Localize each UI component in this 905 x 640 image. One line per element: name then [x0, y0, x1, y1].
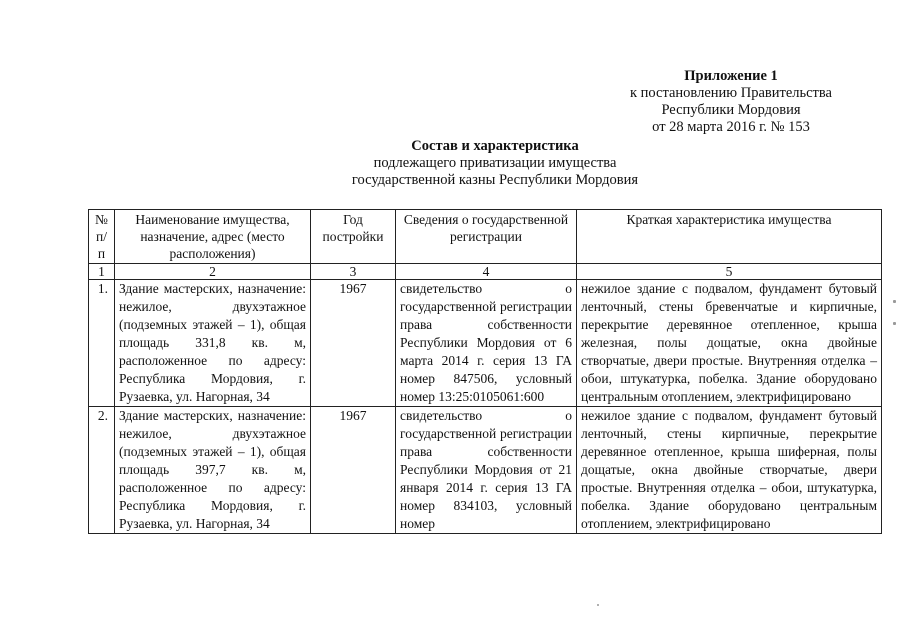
appendix-line-2: Республики Мордовия [661, 102, 801, 118]
header-number: № п/п [89, 210, 115, 264]
construction-year: 1967 [311, 280, 396, 407]
header-registration: Сведения о государственной регистрации [396, 210, 577, 264]
property-table [88, 209, 882, 534]
appendix-block [600, 68, 862, 136]
registration-info: свидетельство о государственной регистрации права собственности Республики Мордовия от 21 января 2014 г. серия 13 ГА номер 834103, условный номер [396, 407, 577, 534]
construction-year: 1967 [311, 407, 396, 534]
header-description: Краткая характеристика имущества [577, 210, 882, 264]
scan-artifact [893, 300, 896, 303]
table-row [89, 407, 882, 534]
column-number-row [89, 264, 882, 280]
header-name: Наименование имущества, назначение, адрес (место расположения) [115, 210, 311, 264]
column-number: 3 [311, 264, 396, 280]
property-description: нежилое здание с подвалом, фундамент бутовый ленточный, стены бревенчатые и кирпичные, перекрытие деревянное отепленное, крыша железная, полы дощатые, окна двойные створчатые, двери простые. Внутренняя отделка – обои, штукатурка, побелка. Здание оборудовано центральным отоплением, электрифицировано [577, 280, 882, 407]
scan-artifact [597, 604, 599, 606]
property-name: Здание мастерских, назначение: нежилое, двухэтажное (подземных этажей – 1), общая площадь 397,7 кв. м, расположенное по адресу: Республика Мордовия, г. Рузаевка, ул. Нагорная, 34 [115, 407, 311, 534]
table-header-row [89, 210, 882, 264]
scan-artifact [893, 322, 896, 325]
table-row [89, 280, 882, 407]
row-number: 1. [89, 280, 115, 407]
document-subtitle-2: государственной казны Республики Мордовия [351, 172, 639, 188]
column-number: 2 [115, 264, 311, 280]
row-number: 2. [89, 407, 115, 534]
header-year: Год постройки [311, 210, 396, 264]
appendix-line-1: к постановлению Правительства [630, 85, 832, 101]
property-name: Здание мастерских, назначение: нежилое, двухэтажное (подземных этажей – 1), общая площадь 331,8 кв. м, расположенное по адресу: Республика Мордовия, г. Рузаевка, ул. Нагорная, 34 [115, 280, 311, 407]
appendix-line-3: от 28 марта 2016 г. № 153 [652, 119, 810, 135]
column-number: 5 [577, 264, 882, 280]
registration-info: свидетельство о государственной регистрации права собственности Республики Мордовия от 6 марта 2014 г. серия 13 ГА номер 847506, условный номер 13:25:0105061:600 [396, 280, 577, 407]
column-number: 4 [396, 264, 577, 280]
appendix-title: Приложение 1 [684, 68, 778, 84]
document-title: Состав и характеристика [411, 138, 579, 154]
property-description: нежилое здание с подвалом, фундамент бутовый ленточный, стены кирпичные, перекрытие деревянное отепленное, крыша шиферная, полы дощатые, окна двойные створчатые, двери простые. Внутренняя отделка – обои, штукатурка, побелка. Здание оборудовано центральным отоплением, электрифицировано [577, 407, 882, 534]
column-number: 1 [89, 264, 115, 280]
document-heading [260, 138, 730, 189]
document-subtitle-1: подлежащего приватизации имущества [373, 155, 617, 171]
